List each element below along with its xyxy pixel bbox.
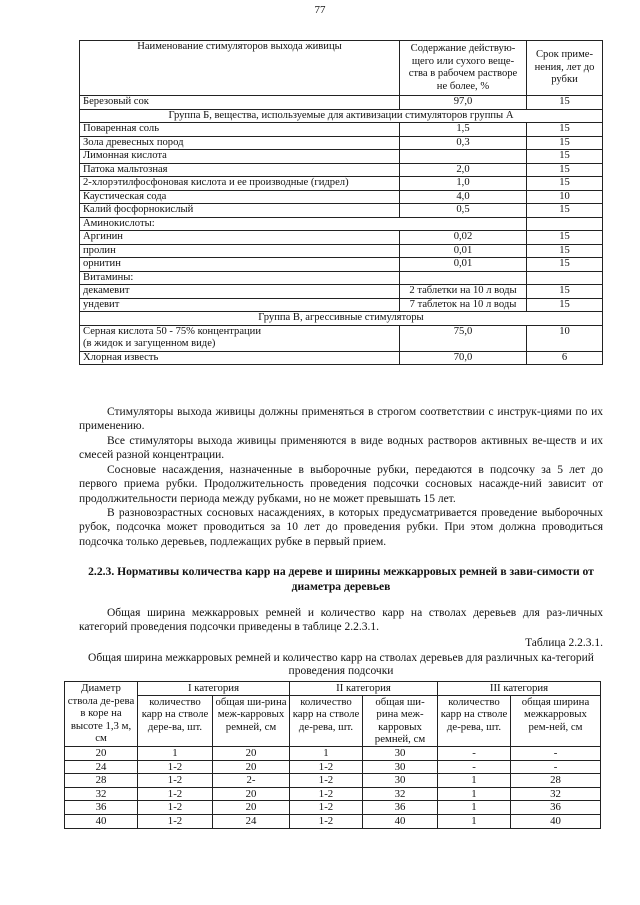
table2-caption: Таблица 2.2.3.1. — [525, 637, 603, 649]
row-content: 0,01 — [400, 244, 527, 258]
stimulators-table-header — [80, 41, 603, 96]
table-cell: 1 — [438, 814, 511, 828]
header-diameter: Диаметр ствола де-рева в коре на высоте 1,3 м, см — [65, 682, 138, 747]
row-term: 10 — [527, 325, 603, 351]
row-term: 15 — [527, 150, 603, 164]
table-cell: 1-2 — [138, 787, 213, 801]
table-row — [80, 217, 603, 231]
table-cell: 1 — [438, 774, 511, 788]
section-heading: 2.2.3. Нормативы количества карр на дереве и ширины межкарровых ремней в зави-симости от диаметра деревьев — [88, 565, 594, 593]
row-content: 0,02 — [400, 231, 527, 245]
row-content: 2 таблетки на 10 л воды — [400, 285, 527, 299]
table-row — [80, 150, 603, 164]
paragraph-3: Сосновые насаждения, назначенные в выборочные рубки, передаются в подсочку за 5 лет до первого приема рубки. Продолжительность проведения подсочки сосновых насажде-ний зависит от продолжительности периода между рубками, но не может превышать 15 лет. — [79, 464, 603, 505]
header-category-3: III категория — [438, 682, 601, 696]
row-name: Поваренная соль — [80, 123, 400, 137]
table-cell: 20 — [213, 760, 290, 774]
row-term: 10 — [527, 190, 603, 204]
table-row — [80, 136, 603, 150]
subheader-cat2-count: количество карр на стволе де-рева, шт. — [290, 695, 363, 746]
table-cell: 1-2 — [138, 801, 213, 815]
table-row — [80, 231, 603, 245]
row-name-line-2: (в жидок и загущенном виде) — [83, 338, 216, 349]
table-cell: 32 — [363, 787, 438, 801]
table-cell: 24 — [65, 760, 138, 774]
row-term: 15 — [527, 231, 603, 245]
table-cell: 1-2 — [290, 814, 363, 828]
group-row — [80, 312, 603, 326]
table-cell: 2- — [213, 774, 290, 788]
table2-title: Общая ширина межкарровых ремней и количество карр на стволах деревьев для различных ка-тегорий проведения подсочки — [88, 652, 594, 677]
table-cell: 1 — [438, 787, 511, 801]
row-term: 15 — [527, 163, 603, 177]
paragraph-4: В разновозрастных сосновых насаждениях, в которых предусматривается проведение выборочных рубок, подсочка может проводиться за 10 лет до проведения рубки. При этом должна проводиться подсочка только деревьев, подлежащих рубке в первый прием. — [79, 507, 603, 548]
table-row — [80, 177, 603, 191]
table-cell: 40 — [65, 814, 138, 828]
section-text: Общая ширина межкарровых ремней и количество карр на стволах деревьев для раз-личных категорий проведения подсочки приведены в таблице 2.2.3.1. — [79, 607, 603, 634]
table2-category-header — [65, 682, 601, 696]
table-cell: 40 — [511, 814, 601, 828]
table-row — [65, 787, 601, 801]
table-cell: - — [438, 746, 511, 760]
header-category-1: I категория — [138, 682, 290, 696]
table-row — [80, 96, 603, 110]
empty-cell — [527, 217, 603, 231]
table-cell: 1-2 — [290, 787, 363, 801]
table-cell: - — [511, 746, 601, 760]
row-content: 1,5 — [400, 123, 527, 137]
row-term: 15 — [527, 177, 603, 191]
row-term: 15 — [527, 136, 603, 150]
table-cell: 20 — [213, 801, 290, 815]
table2-sub-header — [65, 695, 601, 746]
subheader-cat1-width: общая ши-рина меж-карровых ремней, см — [213, 695, 290, 746]
table-row — [80, 285, 603, 299]
row-content: 4,0 — [400, 190, 527, 204]
row-term: 15 — [527, 204, 603, 218]
row-name: декамевит — [80, 285, 400, 299]
table-row — [80, 325, 603, 351]
table-row — [65, 801, 601, 815]
table-cell: 1 — [438, 801, 511, 815]
table-cell: 40 — [363, 814, 438, 828]
table-cell: 1-2 — [290, 760, 363, 774]
row-content: 0,5 — [400, 204, 527, 218]
row-name: Каустическая сода — [80, 190, 400, 204]
subheader-cat1-count: количество карр на стволе дере-ва, шт. — [138, 695, 213, 746]
table-cell: 1-2 — [138, 814, 213, 828]
table-cell: 30 — [363, 760, 438, 774]
header-category-2: II категория — [290, 682, 438, 696]
table-cell: 20 — [65, 746, 138, 760]
table-row — [65, 814, 601, 828]
row-content: 70,0 — [400, 351, 527, 365]
group-label: Группа Б, вещества, используемые для активизации стимуляторов группы А — [80, 109, 603, 123]
row-term: 15 — [527, 244, 603, 258]
table-cell: 20 — [213, 787, 290, 801]
row-name — [80, 325, 400, 351]
row-name: ундевит — [80, 298, 400, 312]
row-content — [400, 271, 527, 285]
header-content: Содержание действую-щего или сухого веще-ства в рабочем растворе не более, % — [400, 41, 527, 96]
table-cell: - — [511, 760, 601, 774]
header-name: Наименование стимуляторов выхода живицы — [80, 41, 400, 96]
table-cell: 28 — [65, 774, 138, 788]
row-content: 0,01 — [400, 258, 527, 272]
table-row — [80, 204, 603, 218]
table-cell: - — [438, 760, 511, 774]
table-row — [80, 351, 603, 365]
table-row — [80, 258, 603, 272]
row-term: 15 — [527, 258, 603, 272]
row-content — [400, 150, 527, 164]
row-name: Березовый сок — [80, 96, 400, 110]
group-row — [80, 109, 603, 123]
table-cell: 24 — [213, 814, 290, 828]
table-row — [65, 774, 601, 788]
table-row — [80, 271, 603, 285]
row-term: 6 — [527, 351, 603, 365]
row-content: 97,0 — [400, 96, 527, 110]
table-row — [65, 760, 601, 774]
table-row — [80, 190, 603, 204]
stimulators-table — [79, 40, 603, 365]
row-name: Зола древесных пород — [80, 136, 400, 150]
table-row — [65, 746, 601, 760]
table-cell: 36 — [363, 801, 438, 815]
paragraph-1: Стимуляторы выхода живицы должны применяться в строгом соответствии с инструк-циями по их применению. — [79, 406, 603, 433]
table-cell: 30 — [363, 746, 438, 760]
row-name: Витамины: — [80, 271, 400, 285]
row-content: 75,0 — [400, 325, 527, 351]
table-cell: 1-2 — [290, 774, 363, 788]
table-row — [80, 163, 603, 177]
table-cell: 1-2 — [138, 760, 213, 774]
subgroup-label: Аминокислоты: — [80, 217, 527, 231]
row-name: Хлорная известь — [80, 351, 400, 365]
subheader-cat3-count: количество карр на стволе де-рева, шт. — [438, 695, 511, 746]
table-row — [80, 298, 603, 312]
table-cell: 36 — [511, 801, 601, 815]
row-name-line-1: Серная кислота 50 - 75% концентрации — [83, 325, 262, 337]
row-name: пролин — [80, 244, 400, 258]
row-name: Лимонная кислота — [80, 150, 400, 164]
row-name: орнитин — [80, 258, 400, 272]
table-cell: 32 — [511, 787, 601, 801]
tapping-norms-table — [64, 681, 601, 829]
row-term: 15 — [527, 123, 603, 137]
page-number: 77 — [314, 4, 326, 16]
subheader-cat3-width: общая ширина межкарровых рем-ней, см — [511, 695, 601, 746]
subheader-cat2-width: общая ши-рина меж-карровых ремней, см — [363, 695, 438, 746]
table-row — [80, 244, 603, 258]
row-content: 1,0 — [400, 177, 527, 191]
table-cell: 1-2 — [290, 801, 363, 815]
group-label: Группа В, агрессивные стимуляторы — [80, 312, 603, 326]
table-cell: 30 — [363, 774, 438, 788]
row-name: Аргинин — [80, 231, 400, 245]
row-name: Патока мальтозная — [80, 163, 400, 177]
table-cell: 32 — [65, 787, 138, 801]
table-cell: 1 — [138, 746, 213, 760]
row-term: 15 — [527, 298, 603, 312]
table-cell: 20 — [213, 746, 290, 760]
table-cell: 1-2 — [138, 774, 213, 788]
row-name: 2-хлорэтилфосфоновая кислота и ее производные (гидрел) — [80, 177, 400, 191]
table-row — [80, 123, 603, 137]
table-cell: 28 — [511, 774, 601, 788]
table-cell: 1 — [290, 746, 363, 760]
row-content: 7 таблеток на 10 л воды — [400, 298, 527, 312]
paragraph-2: Все стимуляторы выхода живицы применяются в виде водных растворов активных ве-ществ и их смесей разной концентрации. — [79, 435, 603, 462]
row-content: 0,3 — [400, 136, 527, 150]
row-term — [527, 271, 603, 285]
row-term: 15 — [527, 96, 603, 110]
table-cell: 36 — [65, 801, 138, 815]
header-term: Срок приме-нения, лет до рубки — [527, 41, 603, 96]
row-name: Калий фосфорнокислый — [80, 204, 400, 218]
row-term: 15 — [527, 285, 603, 299]
row-content: 2,0 — [400, 163, 527, 177]
